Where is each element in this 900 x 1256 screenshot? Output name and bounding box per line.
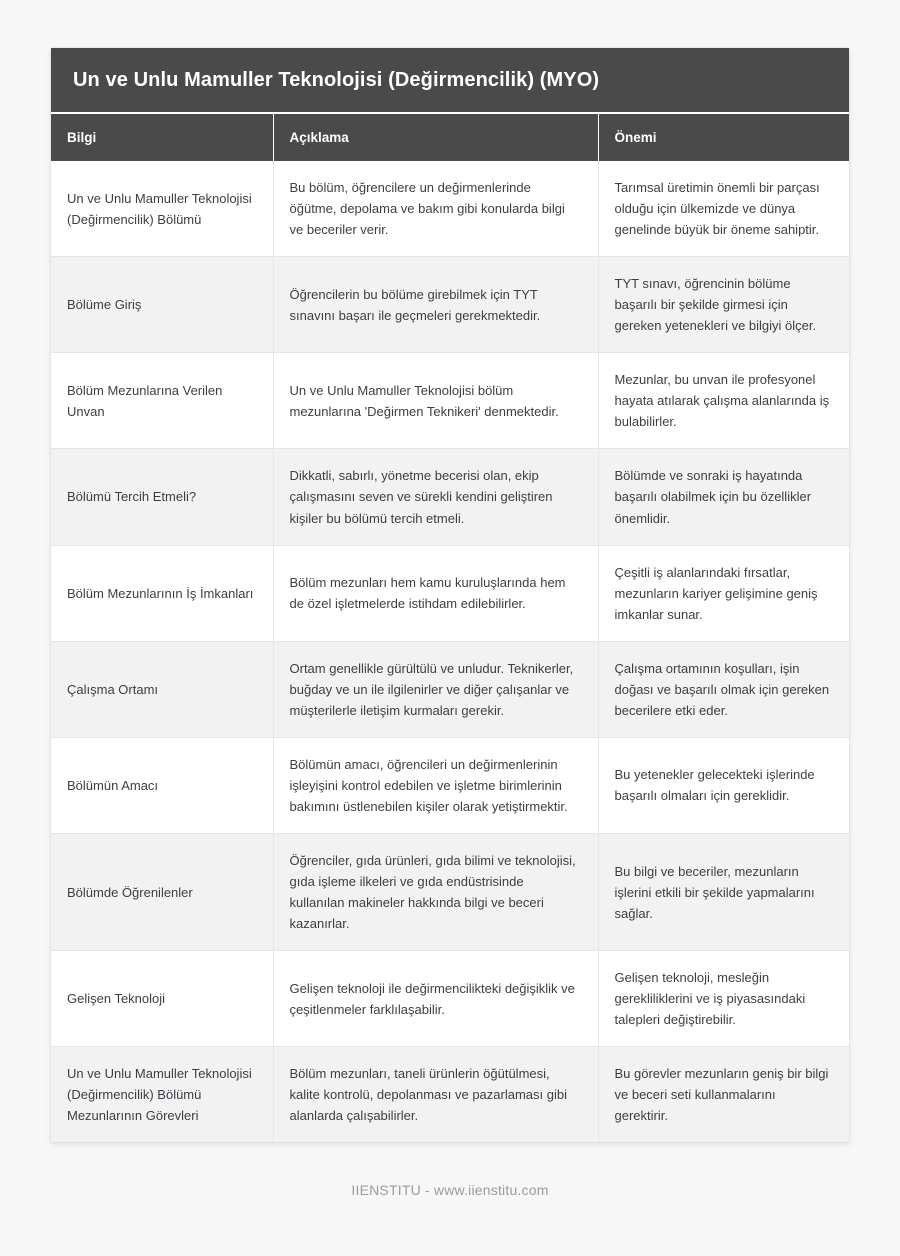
cell-aciklama: Dikkatli, sabırlı, yönetme becerisi olan, ekip çalışmasını seven ve sürekli kendini geliştiren kişiler bu bölümü tercih etmeli.	[273, 449, 598, 545]
cell-bilgi: Un ve Unlu Mamuller Teknolojisi (Değirmencilik) Bölümü	[51, 161, 273, 257]
cell-bilgi: Gelişen Teknoloji	[51, 951, 273, 1047]
cell-aciklama: Bölüm mezunları hem kamu kuruluşlarında hem de özel işletmelerde istihdam edilebilirler.	[273, 545, 598, 641]
column-header-onemi: Önemi	[598, 114, 849, 161]
table-row	[51, 449, 849, 545]
cell-bilgi: Bölümde Öğrenilenler	[51, 833, 273, 950]
table-row	[51, 833, 849, 950]
table-row	[51, 1047, 849, 1143]
cell-bilgi: Bölümün Amacı	[51, 737, 273, 833]
table-row	[51, 161, 849, 257]
cell-bilgi: Bölüm Mezunlarına Verilen Unvan	[51, 353, 273, 449]
cell-aciklama: Bölümün amacı, öğrencileri un değirmenlerinin işleyişini kontrol edebilen ve işletme birimlerinin bakımını üstlenebilen kişiler olarak yetiştirmektir.	[273, 737, 598, 833]
table-title-bar	[51, 48, 849, 114]
cell-onemi: Çalışma ortamının koşulları, işin doğası ve başarılı olmak için gereken becerilere etki eder.	[598, 641, 849, 737]
table-body	[51, 161, 849, 1142]
table-header-row	[51, 114, 849, 161]
cell-onemi: Gelişen teknoloji, mesleğin gerekliliklerini ve iş piyasasındaki talepleri değiştirebilir.	[598, 951, 849, 1047]
cell-onemi: Çeşitli iş alanlarındaki fırsatlar, mezunların kariyer gelişimine geniş imkanlar sunar.	[598, 545, 849, 641]
table-row	[51, 545, 849, 641]
info-table-card	[51, 48, 849, 1142]
column-header-aciklama: Açıklama	[273, 114, 598, 161]
info-table	[51, 114, 849, 1142]
footer-attribution: IIENSTITU - www.iienstitu.com	[351, 1182, 549, 1198]
cell-bilgi: Bölüm Mezunlarının İş İmkanları	[51, 545, 273, 641]
cell-onemi: Tarımsal üretimin önemli bir parçası olduğu için ülkemizde ve dünya genelinde büyük bir öneme sahiptir.	[598, 161, 849, 257]
table-row	[51, 641, 849, 737]
cell-aciklama: Bu bölüm, öğrencilere un değirmenlerinde öğütme, depolama ve bakım gibi konularda bilgi ve beceriler verir.	[273, 161, 598, 257]
cell-onemi: TYT sınavı, öğrencinin bölüme başarılı bir şekilde girmesi için gereken yetenekleri ve bilgiyi ölçer.	[598, 257, 849, 353]
cell-bilgi: Un ve Unlu Mamuller Teknolojisi (Değirmencilik) Bölümü Mezunlarının Görevleri	[51, 1047, 273, 1143]
cell-bilgi: Çalışma Ortamı	[51, 641, 273, 737]
table-row	[51, 353, 849, 449]
cell-aciklama: Bölüm mezunları, taneli ürünlerin öğütülmesi, kalite kontrolü, depolanması ve pazarlaması gibi alanlarda çalışabilirler.	[273, 1047, 598, 1143]
column-header-bilgi: Bilgi	[51, 114, 273, 161]
cell-aciklama: Un ve Unlu Mamuller Teknolojisi bölüm mezunlarına 'Değirmen Teknikeri' denmektedir.	[273, 353, 598, 449]
cell-onemi: Bu görevler mezunların geniş bir bilgi ve beceri seti kullanmalarını gerektirir.	[598, 1047, 849, 1143]
cell-onemi: Bu bilgi ve beceriler, mezunların işlerini etkili bir şekilde yapmalarını sağlar.	[598, 833, 849, 950]
cell-onemi: Bölümde ve sonraki iş hayatında başarılı olabilmek için bu özellikler önemlidir.	[598, 449, 849, 545]
table-row	[51, 737, 849, 833]
cell-onemi: Bu yetenekler gelecekteki işlerinde başarılı olmaları için gereklidir.	[598, 737, 849, 833]
table-row	[51, 951, 849, 1047]
cell-bilgi: Bölüme Giriş	[51, 257, 273, 353]
cell-bilgi: Bölümü Tercih Etmeli?	[51, 449, 273, 545]
cell-aciklama: Ortam genellikle gürültülü ve unludur. Teknikerler, buğday ve un ile ilgilenirler ve diğer çalışanlar ve müşterilerle iletişim kurmaları gerekir.	[273, 641, 598, 737]
table-row	[51, 257, 849, 353]
cell-aciklama: Gelişen teknoloji ile değirmencilikteki değişiklik ve çeşitlenmeler farklılaşabilir.	[273, 951, 598, 1047]
page-title: Un ve Unlu Mamuller Teknolojisi (Değirmencilik) (MYO)	[73, 69, 600, 91]
cell-onemi: Mezunlar, bu unvan ile profesyonel hayata atılarak çalışma alanlarında iş bulabilirler.	[598, 353, 849, 449]
cell-aciklama: Öğrenciler, gıda ürünleri, gıda bilimi ve teknolojisi, gıda işleme ilkeleri ve gıda endüstrisinde kullanılan makineler hakkında bilgi ve beceri kazanırlar.	[273, 833, 598, 950]
cell-aciklama: Öğrencilerin bu bölüme girebilmek için TYT sınavını başarı ile geçmeleri gerekmektedir.	[273, 257, 598, 353]
table-header	[51, 114, 849, 161]
